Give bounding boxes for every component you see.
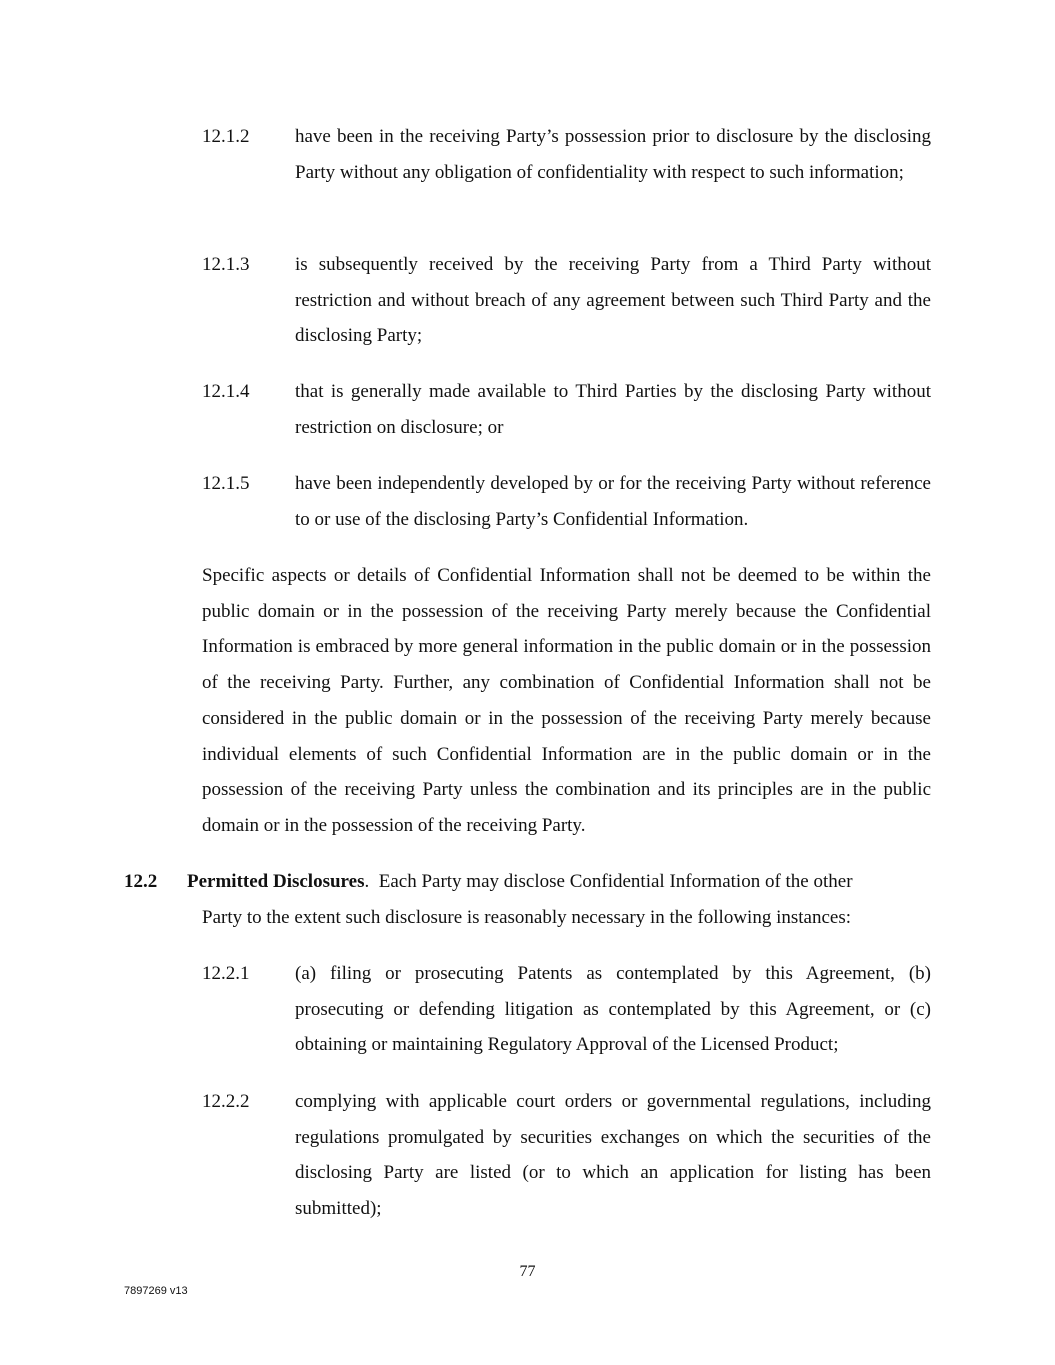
body-paragraph: Specific aspects or details of Confidential Information shall not be deemed to be within the public domain or in the possession of the receiving Party merely because the Confidential Information is embraced by more general information in the public domain or in the possession of the receiving Party. Further, any combination of Confidential Information shall not be considered in the public domain or in the possession of the receiving Party merely because individual elements of such Confidential Information are in the public domain or in the possession of the receiving Party unless the combination and its principles are in the public domain or in the possession of the receiving Party. (202, 565, 931, 836)
section-continuation: Party to the extent such disclosure is reasonably necessary in the following instances: (202, 907, 852, 928)
item-text: have been in the receiving Party’s possession prior to disclosure by the disclosing Party without any obligation of confidentiality with respect to such information; (295, 126, 931, 183)
item-number: 12.1.2 (202, 126, 250, 147)
item-number: 12.1.3 (202, 254, 250, 275)
section-number: 12.2 (124, 871, 158, 892)
sub-item-text: (a) filing or prosecuting Patents as contemplated by this Agreement, (b) prosecuting or defending litigation as contemplated by this Agreement, or (c) obtaining or maintaining Regulatory Approval of the Licensed Product; (295, 963, 931, 1056)
item-text: have been independently developed by or for the receiving Party without reference to or use of the disclosing Party’s Confidential Information. (295, 473, 931, 530)
page-number: 77 (519, 1263, 536, 1280)
item-number: 12.1.4 (202, 381, 250, 402)
section-first-line-text: Each Party may disclose Confidential Information of the other (378, 871, 853, 892)
section-heading: Permitted Disclosures (187, 871, 365, 892)
section-first-line (187, 864, 931, 900)
sub-item-text: complying with applicable court orders or governmental regulations, including regulations promulgated by securities exchanges on which the securities of the disclosing Party are listed (or to which an application for listing has been submitted); (295, 1091, 931, 1220)
item-text: is subsequently received by the receiving Party from a Third Party without restriction and without breach of any agreement between such Third Party and the disclosing Party; (295, 254, 931, 347)
item-text: that is generally made available to Third Parties by the disclosing Party without restriction on disclosure; or (295, 381, 931, 438)
sub-item-number: 12.2.1 (202, 963, 250, 984)
section-heading-suffix: . (364, 871, 370, 892)
document-id: 7897269 v13 (124, 1285, 188, 1297)
item-number: 12.1.5 (202, 473, 250, 494)
sub-item-number: 12.2.2 (202, 1091, 250, 1112)
